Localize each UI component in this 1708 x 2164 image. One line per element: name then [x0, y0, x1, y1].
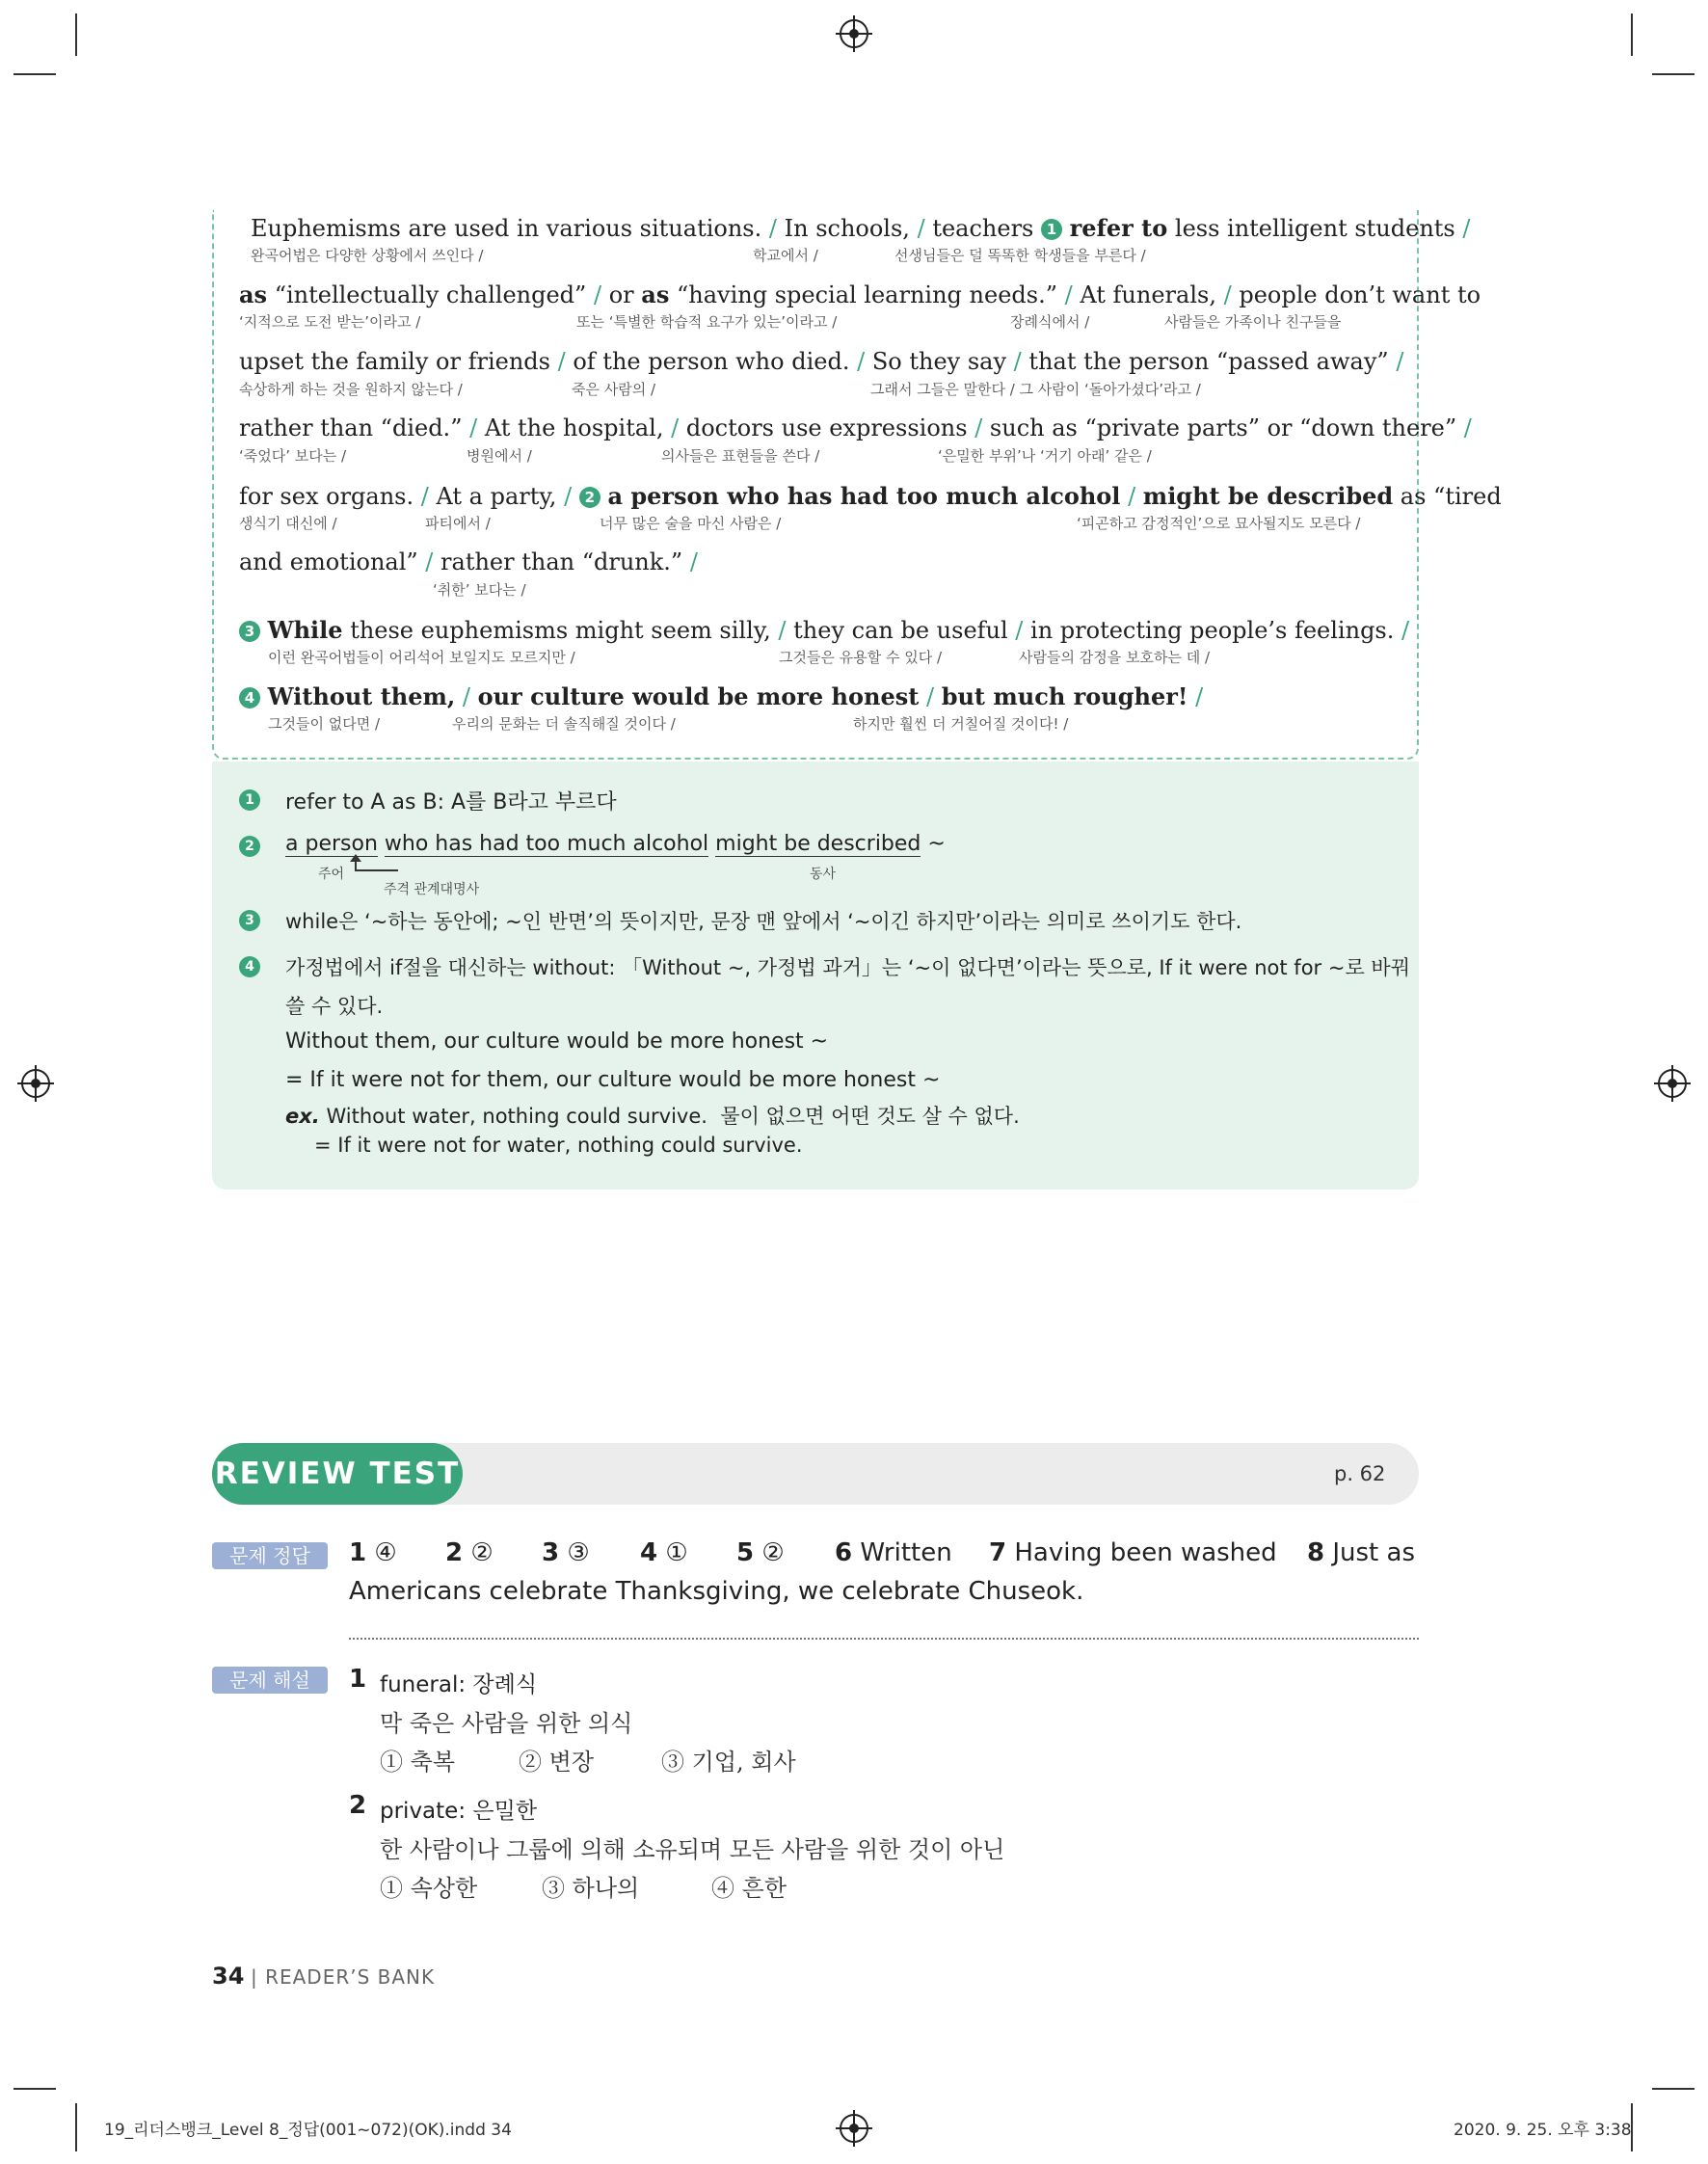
label-relative-pronoun: 주격 관계대명사 [384, 882, 480, 897]
page-number: 34 [212, 1963, 245, 1990]
book-title: | READER’S BANK [251, 1965, 436, 1989]
gloss: 사람들의 감정을 보호하는 데 / [1019, 649, 1211, 666]
answer-item: 1 ④ [349, 1538, 397, 1567]
gloss: 생식기 대신에 / [239, 515, 337, 532]
crop-mark [13, 73, 56, 75]
verb: might be described [715, 832, 921, 856]
gloss: 완곡어법은 다양한 상황에서 쓰인다 / [251, 247, 484, 264]
explanation-tag: 문제 해설 [212, 1667, 328, 1694]
gloss: 그것들은 유용할 수 있다 / [779, 649, 943, 666]
crop-mark [75, 13, 77, 56]
crop-mark [1631, 13, 1633, 56]
file-info: 19_리더스뱅크_Level 8_정답(001~072)(OK).indd 34 [104, 2121, 512, 2140]
passage-line-1: Euphemisms are used in various situations. / In schools, / teachers 1 refer to less intelligent students / [251, 214, 1471, 242]
gloss: 죽은 사람의 / [572, 381, 656, 398]
passage-line-4: rather than “died.” / At the hospital, / doctors use expressions / such as “private parts” or “down there” / [239, 414, 1472, 441]
gloss: ‘은밀한 부위’나 ‘거기 아래’ 같은 / [938, 447, 1152, 465]
passage-line-3: upset the family or friends / of the person who died. / So they say / that the person “passed away” / [239, 348, 1404, 375]
crop-mark [75, 2103, 77, 2151]
gloss: ‘지적으로 도전 받는’이라고 / [239, 313, 421, 331]
print-date: 2020. 9. 25. 오후 3:38 [1454, 2121, 1632, 2140]
option: ③ 기업, 회사 [661, 1749, 796, 1776]
answer-item: 6 Written [835, 1538, 952, 1567]
gloss: ‘죽었다’ 보다는 / [239, 447, 347, 465]
arrow-icon [350, 854, 361, 862]
gloss: 사람들은 가족이나 친구들을 [1164, 313, 1342, 331]
gloss: 선생님들은 덜 똑똑한 학생들을 부른다 / [894, 247, 1146, 264]
gloss: 하지만 훨씬 더 거칠어질 것이다! / [853, 715, 1069, 733]
passage-line-7: 3 While these euphemisms might seem silly, / they can be useful / in protecting people’s feelings. / [239, 616, 1396, 644]
explanation-word: private: 은밀한 [380, 1799, 538, 1824]
relative-clause: who has had too much alcohol [384, 832, 709, 856]
gloss: 파티에서 / [425, 515, 491, 532]
page-reference: p. 62 [1334, 1462, 1386, 1485]
gloss: 장례식에서 / [1010, 313, 1090, 331]
crop-mark [13, 2088, 56, 2090]
explanation-word: funeral: 장례식 [380, 1672, 538, 1697]
option: ③ 하나의 [542, 1875, 640, 1902]
gloss: 병원에서 / [467, 447, 532, 465]
answer-item: 4 ① [640, 1538, 688, 1567]
note-number-4: 4 [239, 687, 260, 708]
grammar-notes-box [212, 761, 1419, 1189]
note-example: ex. Without water, nothing could survive. 물이 없으면 어떤 것도 살 수 없다. [285, 1105, 1020, 1128]
gloss: 우리의 문화는 더 솔직해질 것이다 / [452, 715, 676, 733]
note-number-2: 2 [579, 487, 600, 508]
gloss: 이런 완곡어법들이 어리석어 보일지도 모르지만 / [268, 649, 575, 666]
note-badge: 2 [239, 836, 260, 857]
arrow-icon [355, 869, 398, 871]
gloss: 속상하게 하는 것을 원하지 않는다 / [239, 381, 463, 398]
gloss: ‘취한’ 보다는 / [433, 581, 526, 599]
note-example: = If it were not for water, nothing could survive. [314, 1134, 803, 1157]
answer-item: 7 Having been washed [989, 1538, 1277, 1567]
review-test-title: REVIEW TEST [212, 1443, 463, 1505]
answer-item: 5 ② [736, 1538, 785, 1567]
passage-line-8: 4 Without them, / our culture would be more honest / but much rougher! / [239, 682, 1396, 710]
gloss: ‘피곤하고 감정적인’으로 묘사될지도 모른다 / [1077, 515, 1361, 532]
answer-item-continued: Americans celebrate Thanksgiving, we celebrate Chuseok. [349, 1577, 1084, 1606]
registration-mark-icon [1658, 1069, 1687, 1098]
answer-tag: 문제 정답 [212, 1542, 328, 1569]
explanation-number: 1 [349, 1665, 367, 1694]
answer-item: 3 ③ [542, 1538, 590, 1567]
explanation-number: 2 [349, 1791, 367, 1820]
subject: a person [285, 832, 378, 856]
divider [349, 1638, 1419, 1640]
answer-item: 2 ② [445, 1538, 494, 1567]
option: ① 속상한 [380, 1875, 478, 1902]
note-badge: 3 [239, 910, 260, 931]
registration-mark-icon [21, 1069, 50, 1098]
note-text: 가정법에서 if절을 대신하는 without: 「Without ~, 가정법 과거」는 ‘~이 없다면’이라는 뜻으로, If it were not for ~로 바꿔 [285, 956, 1410, 979]
option: ① 축복 [380, 1749, 455, 1776]
note-number-1: 1 [1041, 219, 1062, 240]
note-badge: 4 [239, 956, 260, 977]
note-example: Without them, our culture would be more honest ~ [285, 1029, 829, 1054]
registration-mark-icon [840, 19, 868, 48]
answer-item: 8 Just as [1307, 1538, 1415, 1567]
registration-mark-icon [840, 2114, 868, 2143]
explanation-definition: 한 사람이나 그룹에 의해 소유되며 모든 사람을 위한 것이 아닌 [380, 1836, 1005, 1863]
gloss: 그것들이 없다면 / [268, 715, 381, 733]
passage-line-5: for sex organs. / At a party, / 2 a person who has had too much alcohol / might be described as “tired [239, 482, 1502, 510]
gloss: 학교에서 / [753, 247, 818, 264]
crop-mark [1652, 2088, 1695, 2090]
option: ② 변장 [519, 1749, 594, 1776]
note-sentence-structure: a person who has had too much alcohol might be described ~ [285, 832, 946, 856]
gloss: 의사들은 표현들을 쓴다 / [661, 447, 820, 465]
label-verb: 동사 [810, 867, 837, 882]
label-subject: 주어 [318, 867, 345, 882]
note-text: refer to A as B: A를 B라고 부르다 [285, 790, 617, 815]
note-text: 쓸 수 있다. [285, 995, 384, 1018]
note-text: while은 ‘~하는 동안에; ~인 반면’의 뜻이지만, 문장 맨 앞에서 ‘~이긴 하지만’이라는 의미로 쓰이기도 한다. [285, 910, 1242, 933]
passage-line-6: and emotional” / rather than “drunk.” / [239, 548, 698, 575]
note-badge: 1 [239, 789, 260, 811]
option: ④ 흔한 [711, 1875, 787, 1902]
note-number-3: 3 [239, 621, 260, 642]
gloss: 너무 많은 술을 마신 사람은 / [600, 515, 782, 532]
note-example: = If it were not for them, our culture would be more honest ~ [285, 1068, 941, 1092]
gloss: 그래서 그들은 말한다 / 그 사람이 ‘돌아가셨다’라고 / [870, 381, 1201, 398]
explanation-definition: 막 죽은 사람을 위한 의식 [380, 1710, 633, 1737]
crop-mark [1652, 73, 1695, 75]
passage-line-2: as “intellectually challenged” / or as “having special learning needs.” / At funerals, / people don’t want to [239, 281, 1481, 308]
gloss: 또는 ‘특별한 학습적 요구가 있는’이라고 / [576, 313, 838, 331]
